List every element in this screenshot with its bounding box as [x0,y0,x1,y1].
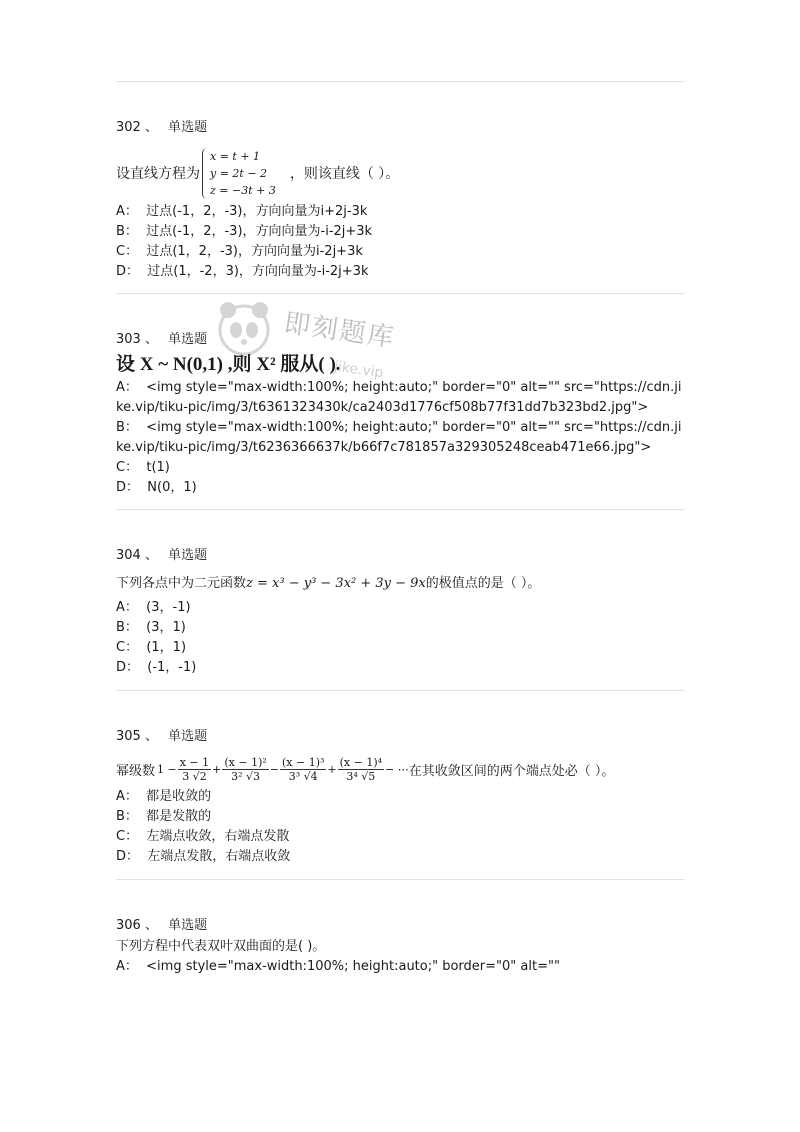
question-303 [116,330,685,498]
series-term: $\frac{x - 1}{3 √2}$ [179,755,210,783]
stem-text: 在其收敛区间的两个端点处必（ ）。 [408,763,615,779]
question-number: 305 、 [116,729,158,744]
question-stem: 设 X ~ N(0,1) ,则 X² 服从( ). [116,354,341,375]
question-type: 单选题 [168,548,208,563]
option-c[interactable]: C： (1，1) [116,640,187,655]
question-306 [116,916,685,977]
option-d[interactable]: D： 左端点发散，右端点收敛 [116,849,291,864]
option-c[interactable]: C： t(1) [116,460,170,475]
option-a[interactable]: A： 过点(-1，2，-3)，方向向量为i+2j-3k [116,204,368,219]
question-302 [116,118,685,282]
divider [116,509,685,510]
stem-text: 幂级数 [116,763,156,779]
question-header [116,330,685,350]
divider [116,81,685,82]
question-stem: 幂级数 1 − $\frac{x - 1}{3 √2}$ + $\frac{\text{(x − 1)²}}{\text{3² √3}}$ − $\frac{\text{(x − 1)³}}{\text{3³ √4}}$ + $\frac{\text{(x − 1)⁴}}{\text{3⁴ √5}}$ − ⋯ 在其收敛区间的两个端点处必（ ）。 [116,755,615,783]
document-page [116,0,685,977]
option-b[interactable]: B： 都是发散的 [116,809,212,824]
question-stem [116,144,685,202]
question-type: 单选题 [168,918,208,933]
series-term: $\frac{\text{(x − 1)⁴}}{\text{3⁴ √5}}$ [339,755,383,783]
option-d[interactable]: D： 过点(1，-2，3)，方向向量为-i-2j+3k [116,264,369,279]
option-d[interactable]: D： (-1，-1) [116,660,197,675]
series-term: $\frac{\text{(x − 1)²}}{\text{3² √3}}$ [224,755,267,783]
option-a[interactable]: A： <img style="max-width:100%; height:auto;" border="0" alt="" src="https://cdn.jike.vip/tiku-pic/img/3/t6361323430k/ca2403d1776cf508b77f31dd7b323bd2.jpg"> [116,380,682,415]
brace-icon [202,148,208,199]
watermark-subtext: jike.vip [333,358,385,382]
question-305 [116,727,685,867]
option-c[interactable]: C： 左端点收敛，右端点发散 [116,829,290,844]
question-number: 306 、 [116,918,158,933]
option-d[interactable]: D： N(0，1) [116,480,197,495]
equation-line: x = t + 1 [210,149,261,163]
question-header [116,916,685,936]
divider [116,690,685,691]
question-header [116,546,685,566]
series-lead: 1 − [157,762,177,776]
question-stem [116,572,685,596]
option-b[interactable]: B： 过点(-1，2，-3)，方向向量为-i-2j+3k [116,224,373,239]
question-header [116,118,685,138]
option-c[interactable]: C： 过点(1，2，-3)，方向向量为i-2j+3k [116,244,363,259]
question-type: 单选题 [168,120,208,135]
question-304 [116,546,685,678]
option-b[interactable]: B： (3，1) [116,620,186,635]
question-stem: 下列方程中代表双叶双曲面的是( )。 [116,939,326,954]
series-term: $\frac{\text{(x − 1)³}}{\text{3³ √4}}$ [282,755,325,783]
stem-text: 的极值点的是（ ）。 [425,576,541,591]
divider [116,879,685,880]
stem-text: 下列各点中为二元函数 [116,576,247,591]
option-a[interactable]: A： 都是收敛的 [116,789,212,804]
equation-system [202,148,276,199]
option-a[interactable]: A： (3，-1) [116,600,191,615]
stem-text: ，则该直线（ ）。 [289,166,400,182]
stem-text: 设直线方程为 [116,166,200,182]
question-number: 302 、 [116,120,158,135]
question-header [116,727,685,747]
question-type: 单选题 [168,332,208,347]
equation-line: y = 2t − 2 [210,166,268,180]
option-a[interactable]: A： <img style="max-width:100%; height:auto;" border="0" alt="" [116,959,560,974]
option-b[interactable]: B： <img style="max-width:100%; height:auto;" border="0" alt="" src="https://cdn.jike.vip/tiku-pic/img/3/t6236366637k/b66f7c781857a329305248ceab471e66.jpg"> [116,420,682,455]
question-number: 304 、 [116,548,158,563]
watermark-text: 即刻题库 [282,308,398,354]
equation-line: z = −3t + 3 [210,183,276,197]
divider [116,293,685,294]
question-type: 单选题 [168,729,208,744]
question-number: 303 、 [116,332,158,347]
formula: z = x³ − y³ − 3x² + 3y − 9x [246,576,426,591]
